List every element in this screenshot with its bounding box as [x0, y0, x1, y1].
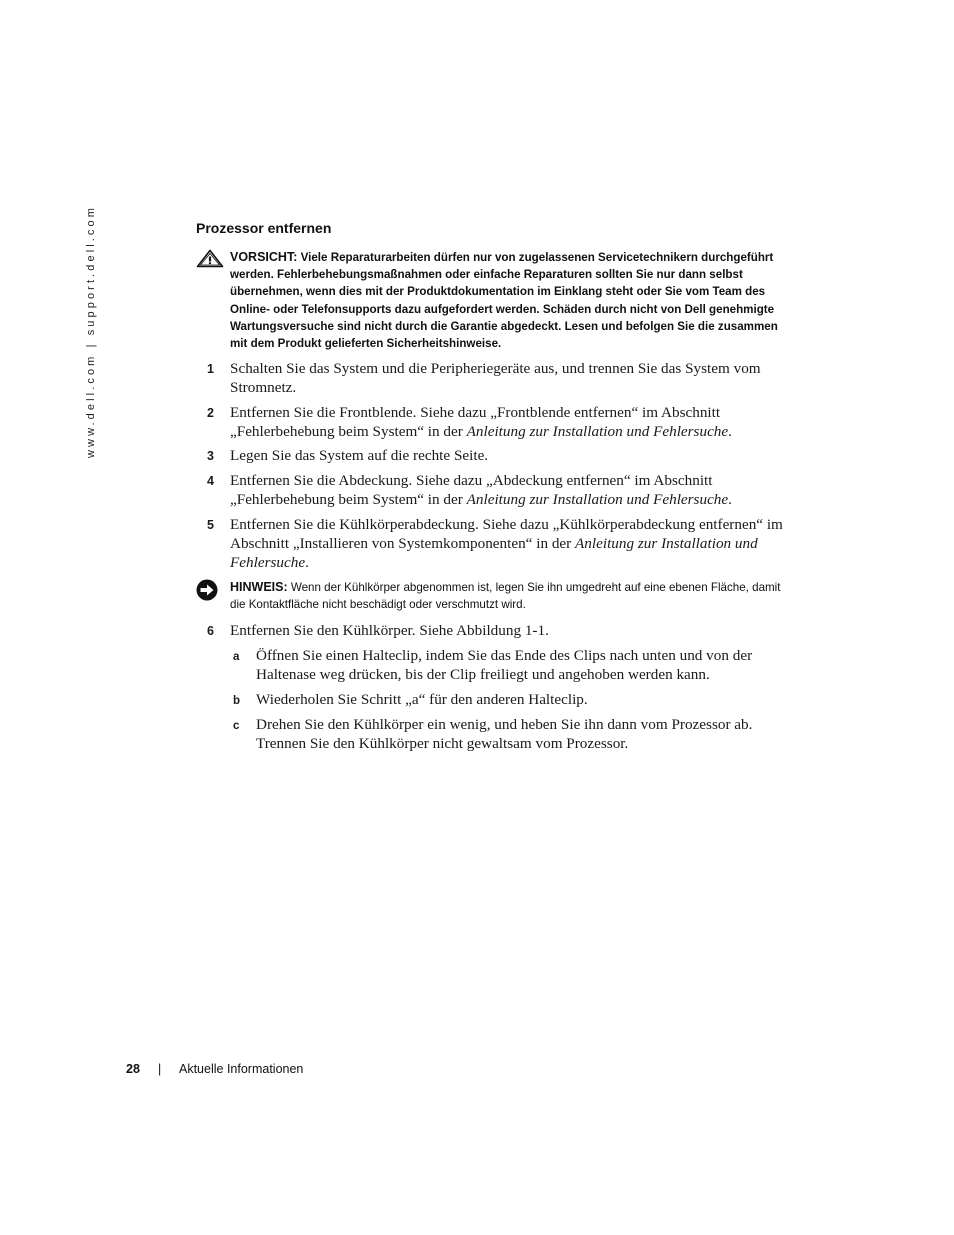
hinweis-text: Wenn der Kühlkörper abgenommen ist, legen Sie ihn umgedreht auf eine ebenen Fläche, damit die Kontaktfläche nicht beschädigt oder verschmutzt wird. [230, 581, 781, 612]
step-3 [207, 446, 797, 465]
substep-text: Drehen Sie den Kühlkörper ein wenig, und heben Sie ihn dann vom Prozessor ab. Trennen Sie den Kühlkörper nicht gewaltsam vom Prozessor. [256, 716, 753, 752]
step-number: 5 [207, 518, 214, 532]
hinweis-notice [196, 579, 796, 613]
step-text-suffix: . [728, 491, 732, 508]
step-6 [207, 621, 797, 640]
substep-a [233, 646, 797, 684]
step-text-suffix: . [305, 554, 309, 571]
caution-text: Viele Reparaturarbeiten dürfen nur von zugelassenen Servicetechnikern durchgeführt werden. Fehlerbehebungsmaßnahmen oder einfache Reparaturen sollten Sie nur dann selbst übernehmen, wenn dies mit der Produktdokumentation im Einklang steht oder Sie vom Team des Online- oder Telefonsupports dazu aufgefordert werden. Schäden durch nicht von Dell genehmigte Wartungsversuche sind nicht durch die Garantie abgedeckt. Lesen und befolgen Sie die zusammen mit dem Produkt gelieferten Sicherheitshinweise. [230, 251, 778, 351]
substep-b [233, 690, 797, 709]
caution-notice [196, 249, 796, 352]
manual-title: Anleitung zur Installation und Fehlersuche [230, 535, 758, 571]
caution-label: VORSICHT: [230, 250, 298, 264]
section-heading: Prozessor entfernen [196, 220, 332, 236]
step-number: 3 [207, 449, 214, 463]
hinweis-label: HINWEIS: [230, 580, 288, 594]
footer-separator: | [158, 1062, 162, 1076]
step-text: Entfernen Sie die Kühlkörperabdeckung. Siehe dazu „Kühlkörperabdeckung entfernen“ im Abschnitt „Installieren von Systemkomponenten“ in der [230, 516, 783, 552]
manual-title: Anleitung zur Installation und Fehlersuche [466, 423, 729, 440]
substep-letter: b [233, 695, 241, 707]
step-number: 1 [207, 362, 214, 376]
footer-title: Aktuelle Informationen [179, 1062, 304, 1076]
step-text: Entfernen Sie den Kühlkörper. Siehe Abbildung 1-1. [230, 622, 549, 639]
notice-arrow-icon [196, 579, 220, 601]
step-number: 6 [207, 624, 214, 638]
step-text: Entfernen Sie die Frontblende. Siehe dazu „Frontblende entfernen“ im Abschnitt „Fehlerbehebung beim System“ in der [230, 404, 721, 440]
substep-text: Wiederholen Sie Schritt „a“ für den anderen Halteclip. [256, 691, 588, 708]
step-2 [207, 403, 797, 441]
manual-title: Anleitung zur Installation und Fehlersuche [466, 491, 729, 508]
step-number: 2 [207, 406, 214, 420]
substep-text: Öffnen Sie einen Halteclip, indem Sie das Ende des Clips nach unten und von der Haltenase weg drücken, bis der Clip freiliegt und angehoben werden kann. [256, 647, 753, 683]
step-number: 4 [207, 474, 214, 488]
page-number: 28 [126, 1062, 140, 1076]
step-text: Schalten Sie das System und die Peripheriegeräte aus, und trennen Sie das System vom Stromnetz. [230, 360, 761, 396]
sidebar-url: www.dell.com | support.dell.com [85, 204, 97, 458]
step-1 [207, 359, 797, 397]
step-text: Legen Sie das System auf die rechte Seite. [230, 447, 489, 464]
step-5 [207, 515, 797, 572]
substep-letter: a [233, 651, 240, 663]
step-text-suffix: . [728, 423, 732, 440]
warning-triangle-icon [196, 249, 224, 268]
substep-c [233, 715, 797, 753]
substep-letter: c [233, 720, 240, 732]
step-4 [207, 471, 797, 509]
step-text: Entfernen Sie die Abdeckung. Siehe dazu „Abdeckung entfernen“ im Abschnitt „Fehlerbehebung beim System“ in der [230, 472, 713, 508]
